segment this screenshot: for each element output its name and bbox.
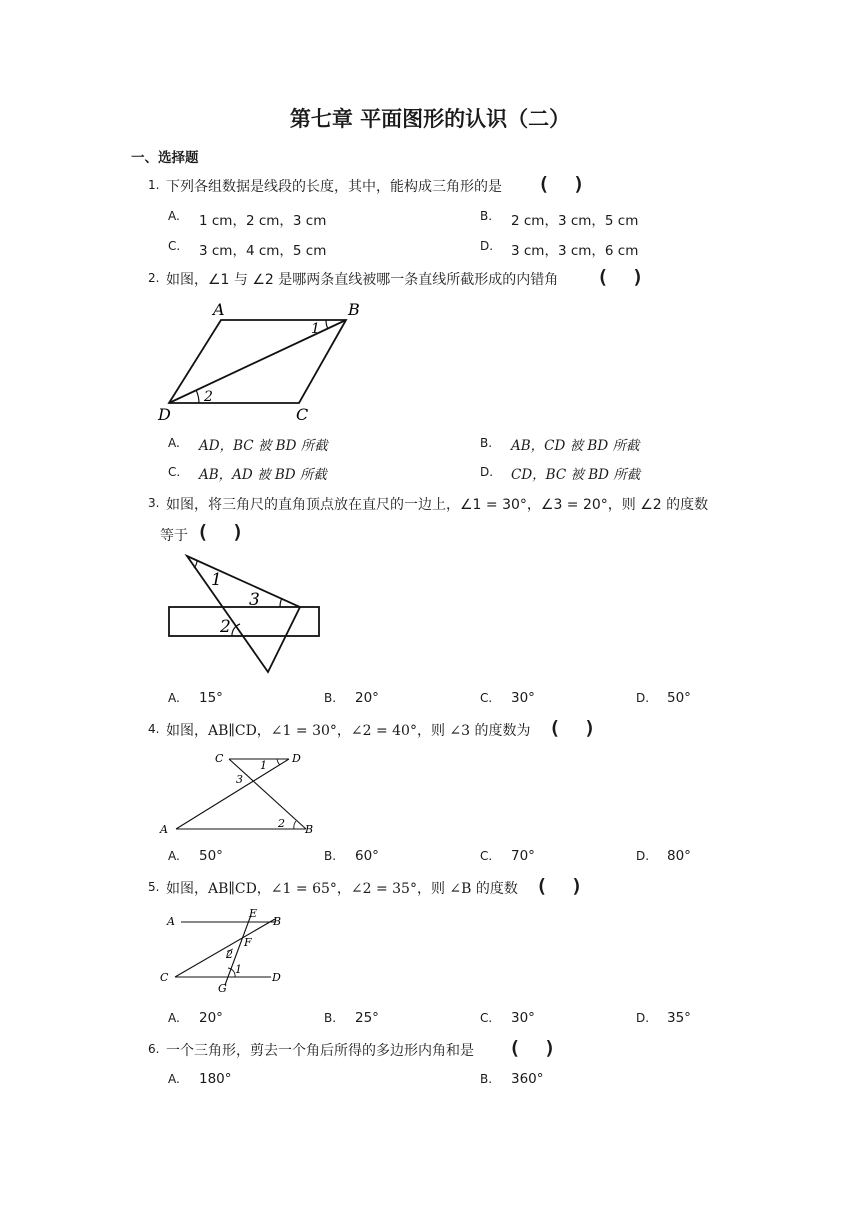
line-ad	[176, 759, 289, 829]
answer-bracket-close: )	[544, 1037, 556, 1059]
option-label[interactable]: B.	[480, 1072, 493, 1086]
answer-bracket-close: )	[584, 717, 596, 739]
option-label[interactable]: B.	[324, 849, 337, 863]
option-text[interactable]: 30°	[511, 1010, 535, 1026]
question-text: 如图，∠1 与 ∠2 是哪两条直线被哪一条直线所截形成的内错角	[166, 272, 559, 288]
question-number: 5.	[148, 880, 160, 894]
answer-bracket-close: )	[632, 266, 644, 288]
label-a: A	[213, 300, 225, 319]
option-label[interactable]: C.	[168, 239, 181, 253]
option-label[interactable]: B.	[480, 436, 493, 450]
option-label[interactable]: A.	[168, 1011, 180, 1025]
question-number: 6.	[148, 1042, 160, 1056]
answer-bracket-open: (	[197, 521, 209, 543]
question-number: 4.	[148, 722, 160, 736]
option-text[interactable]: 35°	[667, 1010, 691, 1026]
parallelogram-figure	[150, 295, 380, 430]
label-c: C	[296, 405, 309, 424]
option-text[interactable]: 30°	[511, 690, 535, 706]
option-text[interactable]: 50°	[667, 690, 691, 706]
option-label[interactable]: A.	[168, 691, 180, 705]
angle-2-arc	[196, 390, 199, 403]
question-text: 下列各组数据是线段的长度，其中，能构成三角形的是	[166, 179, 502, 195]
label-f: F	[244, 936, 252, 949]
option-label[interactable]: A.	[168, 209, 180, 223]
option-text[interactable]: 1 cm，2 cm，3 cm	[199, 213, 327, 229]
option-text[interactable]: CD，BC 被 BD 所截	[511, 467, 641, 483]
option-label[interactable]: D.	[636, 1011, 650, 1025]
label-angle-1: 1	[311, 321, 320, 337]
option-label[interactable]: B.	[480, 209, 493, 223]
option-label[interactable]: C.	[480, 691, 493, 705]
label-b: B	[305, 823, 314, 836]
question-number: 1.	[148, 178, 160, 192]
label-angle-2: 2	[278, 817, 285, 830]
answer-bracket-open: (	[597, 266, 609, 288]
option-label[interactable]: A.	[168, 849, 180, 863]
option-text[interactable]: 50°	[199, 848, 223, 864]
option-label[interactable]: D.	[480, 465, 494, 479]
answer-bracket-open: (	[538, 173, 550, 195]
option-label[interactable]: C.	[480, 1011, 493, 1025]
label-e: E	[249, 907, 258, 920]
option-text[interactable]: 15°	[199, 690, 223, 706]
question-text-line-2: 等于	[160, 528, 188, 544]
label-d: D	[292, 752, 301, 765]
label-angle-1: 1	[260, 759, 267, 772]
angle-1-arc	[326, 320, 328, 329]
answer-bracket-close: )	[571, 875, 583, 897]
line-cb	[175, 919, 275, 977]
option-text[interactable]: 80°	[667, 848, 691, 864]
angle-2-arc	[294, 821, 296, 829]
label-d: D	[158, 405, 171, 424]
answer-bracket-open: (	[549, 717, 561, 739]
option-label[interactable]: D.	[480, 239, 494, 253]
answer-bracket-close: )	[232, 521, 244, 543]
option-text[interactable]: AD，BC 被 BD 所截	[199, 438, 328, 454]
label-angle-2: 2	[226, 948, 233, 961]
label-g: G	[218, 982, 227, 995]
line-cb	[229, 759, 306, 829]
question-text: 如图，AB∥CD，∠1 = 65°，∠2 = 35°，则 ∠B 的度数	[166, 881, 518, 897]
parallel-lines-figure-5	[155, 905, 295, 1000]
label-angle-3: 3	[236, 773, 243, 786]
page-title: 第七章 平面图形的认识（二）	[289, 107, 571, 131]
label-c: C	[215, 752, 224, 765]
angle-1-arc	[277, 759, 280, 765]
question-text: 一个三角形，剪去一个角后所得的多边形内角和是	[166, 1043, 474, 1059]
question-text: 如图，AB∥CD，∠1 = 30°，∠2 = 40°，则 ∠3 的度数为	[166, 723, 531, 739]
option-label[interactable]: B.	[324, 691, 337, 705]
angle-3-arc	[280, 598, 282, 607]
set-square-shape	[187, 556, 300, 672]
option-text[interactable]: 180°	[199, 1071, 232, 1087]
option-text[interactable]: 3 cm，4 cm，5 cm	[199, 243, 327, 259]
option-label[interactable]: C.	[480, 849, 493, 863]
option-text[interactable]: 20°	[355, 690, 379, 706]
answer-bracket-open: (	[536, 875, 548, 897]
option-text[interactable]: 25°	[355, 1010, 379, 1026]
parallel-lines-figure-4	[155, 745, 325, 840]
label-angle-3: 3	[249, 590, 260, 610]
label-d: D	[272, 971, 281, 984]
option-text[interactable]: 60°	[355, 848, 379, 864]
label-angle-2: 2	[204, 389, 213, 405]
answer-bracket-close: )	[573, 173, 585, 195]
option-label[interactable]: D.	[636, 691, 650, 705]
option-label[interactable]: B.	[324, 1011, 337, 1025]
angle-1-arc	[194, 561, 197, 568]
label-c: C	[160, 971, 169, 984]
label-a: A	[167, 915, 175, 928]
option-label[interactable]: C.	[168, 465, 181, 479]
label-b: B	[273, 915, 282, 928]
option-label[interactable]: A.	[168, 1072, 180, 1086]
option-text[interactable]: 20°	[199, 1010, 223, 1026]
option-text[interactable]: AB，CD 被 BD 所截	[511, 438, 640, 454]
option-label[interactable]: D.	[636, 849, 650, 863]
question-number: 2.	[148, 271, 160, 285]
answer-bracket-open: (	[509, 1037, 521, 1059]
option-text[interactable]: AB，AD 被 BD 所截	[199, 467, 327, 483]
label-b: B	[348, 300, 360, 319]
ruler-triangle-figure	[160, 552, 335, 682]
question-text-line-1: 如图，将三角尺的直角顶点放在直尺的一边上，∠1 = 30°，∠3 = 20°，则 ∠2 的度数	[166, 497, 709, 513]
option-text[interactable]: 2 cm，3 cm，5 cm	[511, 213, 639, 229]
section-heading: 一、选择题	[131, 150, 199, 166]
question-number: 3.	[148, 496, 160, 510]
option-text[interactable]: 70°	[511, 848, 535, 864]
option-text[interactable]: 3 cm，3 cm，6 cm	[511, 243, 639, 259]
ruler-shape	[169, 607, 319, 636]
label-a: A	[160, 823, 168, 836]
option-text[interactable]: 360°	[511, 1071, 544, 1087]
label-angle-1: 1	[235, 963, 242, 976]
option-label[interactable]: A.	[168, 436, 180, 450]
label-angle-2: 2	[220, 617, 231, 637]
label-angle-1: 1	[211, 570, 222, 590]
